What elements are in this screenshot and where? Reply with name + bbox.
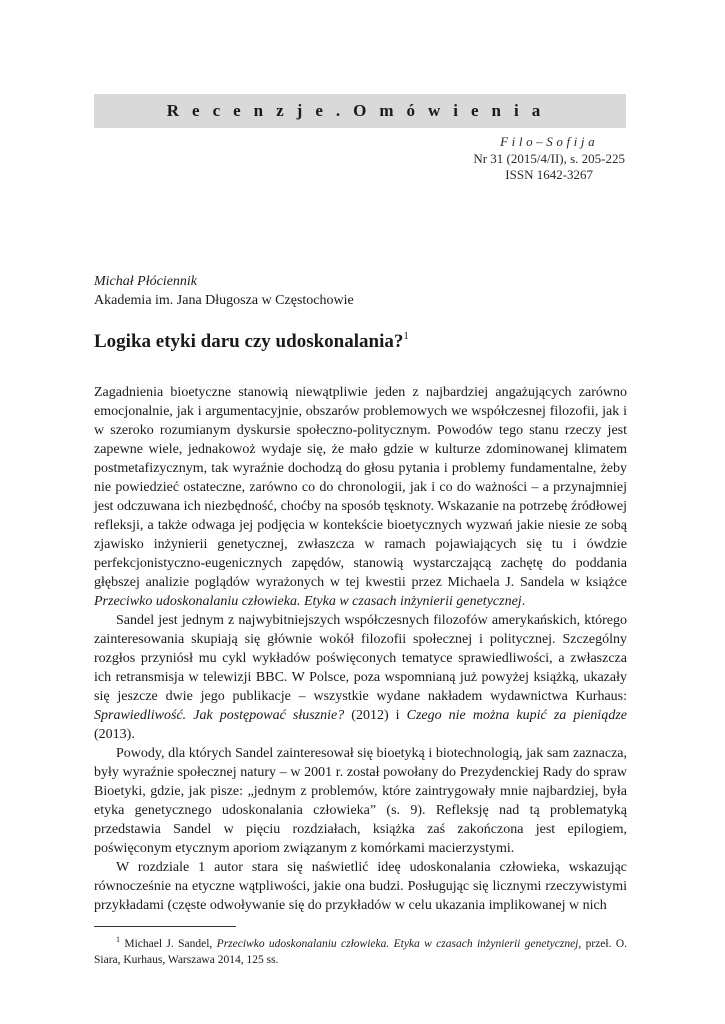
footnote-book-title: Przeciwko udoskonalaniu człowieka. Etyka w czasach inżynierii genetycznej bbox=[216, 937, 579, 950]
journal-info bbox=[473, 134, 625, 184]
paragraph-2-end: (2013). bbox=[94, 727, 135, 742]
paragraph-1-end: . bbox=[521, 594, 526, 609]
book-title-italic: Czego nie można kupić za pieniądze bbox=[406, 708, 627, 723]
article-title bbox=[94, 330, 409, 353]
author-name: Michał Płóciennik bbox=[94, 274, 198, 289]
paragraph-2 bbox=[94, 611, 627, 744]
footnote-text-end: , przeł. O. Siara, Kurhaus, Warszawa 2014, 125 ss. bbox=[94, 937, 628, 966]
footnote bbox=[94, 932, 627, 968]
paragraph-2-mid: (2012) i bbox=[344, 708, 407, 723]
footnote-divider bbox=[94, 926, 236, 927]
paragraph-1-text: Zagadnienia bioetyczne stanowią niewątpliwie jeden z najbardziej angażujących zarówno emocjonalnie, jak i argumentacyjnie, obszarów problemowych we współczesnej filozofii, jak i w szeroko rozumianym dyskursie społeczno-politycznym. Powodów tego stanu rzeczy jest zapewne wiele, jednakowoż wydaje się, że mało gdzie w kulturze zdominowanej klimatem postmetafizycznym, tak wyraźnie dochodzą do głosu pytania i problemy fundamentalne, żeby nie powiedzieć ostateczne, zarówno co do chronologii, jak i co do ważności – a przynajmniej jest odczuwana ich niezbędność, choćby na sposób tęsknoty. Wskazanie na potrzebę źródłowej refleksji, a także odwaga jej podjęcia w kontekście bioetycznych wyzwań jakie niesie ze sobą zjawisko inżynierii genetycznej, zwłaszcza w ramach pojawiających się tu i ówdzie perfekcjonistyczno-eugenicznych zapędów, stanowią wystarczającą zachętę do poddania głębszej analizie poglądów wyrażonych w tej kwestii przez Michaela J. Sandela w książce bbox=[94, 385, 627, 590]
paragraph-3: Powody, dla których Sandel zainteresował się bioetyką i biotechnologią, jak sam zaznacza, były wyraźnie społecznej natury – w 2001 r. został powołany do Prezydenckiej Rady do spraw Bioetyki, gdzie, jak pisze: „jednym z problemów, które zaintrygowały mnie najbardziej, była etyka genetycznego udoskonalania człowieka” (s. 9). Refleksję nad tą problematyką przedstawia Sandel w pięciu rozdziałach, książka zaś zakończona jest epilogiem, poświęconym etycznym aporiom związanym z komórkami macierzystymi. bbox=[94, 746, 627, 856]
journal-issn: ISSN 1642-3267 bbox=[505, 167, 594, 182]
article-body bbox=[94, 383, 627, 915]
book-title-italic: Sprawiedliwość. Jak postępować słusznie? bbox=[94, 708, 345, 723]
book-title-italic: Przeciwko udoskonalaniu człowieka. Etyka w czasach inżynierii genetycznej bbox=[94, 594, 522, 609]
journal-issue: Nr 31 (2015/4/II), s. 205-225 bbox=[473, 150, 625, 166]
paragraph-2-text: Sandel jest jednym z najwybitniejszych współczesnych filozofów amerykańskich, którego zainteresowania skupiają się głównie wokół filozofii społecznej i politycznej. Szczególny rozgłos przyniósł mu cykl wykładów poświęconych tematyce sprawiedliwości, a zwłaszcza ich retransmisja w telewizji BBC. W Polsce, poza wspomnianą już powyżej książką, ukazały się jeszcze dwie jego publikacje – wszystkie wydane nakładem wydawnictwa Kurhaus: bbox=[94, 613, 627, 704]
section-title: Recenzje.Omówienia bbox=[166, 101, 554, 120]
footnote-ref: 1 bbox=[403, 330, 409, 342]
paragraph-4: W rozdziale 1 autor stara się naświetlić ideę udoskonalania człowieka, wskazując równocześnie na etyczne wątpliwości, jakie ona budzi. Posługując się licznymi rzeczywistymi przykładami (częste odwoływanie się do przykładów w celu ukazania implikowanej w nich bbox=[94, 860, 627, 913]
footnote-text: Michael J. Sandel, bbox=[124, 937, 217, 950]
paragraph-1 bbox=[94, 383, 627, 611]
author-affiliation: Akademia im. Jana Długosza w Częstochowie bbox=[94, 293, 354, 308]
section-header-band bbox=[94, 94, 626, 128]
article-title-text: Logika etyki daru czy udoskonalania? bbox=[94, 331, 404, 352]
footnote-number: 1 bbox=[116, 935, 120, 944]
journal-name: Filo–Sofija bbox=[500, 134, 599, 149]
author-block bbox=[94, 272, 354, 310]
